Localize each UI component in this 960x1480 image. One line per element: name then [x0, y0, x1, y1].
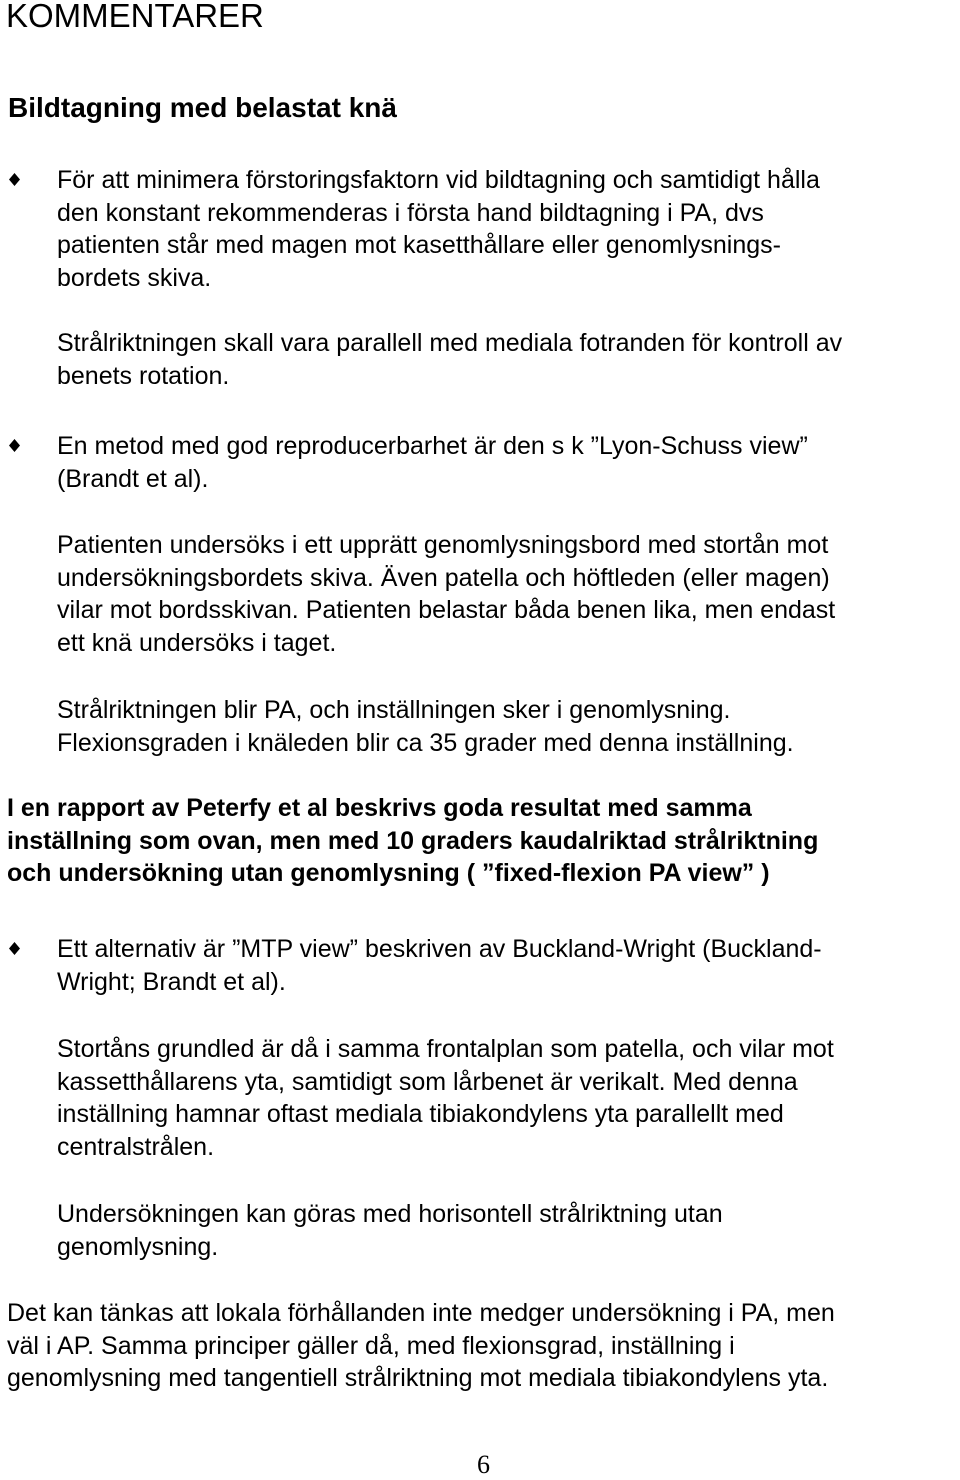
- paragraph-beam-direction: Strålriktningen skall vara parallell med mediala fotranden för kontroll av benets rotation.: [57, 329, 843, 390]
- paragraph-pa-setting: Strålriktningen blir PA, och inställningen sker i genomlysning. Flexionsgraden i knäleden blir ca 35 grader med denna inställning.: [57, 696, 794, 757]
- paragraph-peterfy-report: I en rapport av Peterfy et al beskrivs goda resultat med samma inställning som ovan, men med 10 graders kaudalriktad strålriktning och undersökning utan genomlysning ( ”fixed-flexion PA view” ): [7, 794, 819, 887]
- paragraph-horizontal-beam: Undersökningen kan göras med horisontell strålriktning utan genomlysning.: [57, 1200, 723, 1261]
- page-number: 6: [477, 1450, 490, 1479]
- paragraph-toe-joint: Stortåns grundled är då i samma frontalplan som patella, och vilar mot kassetthållarens yta, samtidigt som lårbenet är verikalt. Med denna inställning hamnar oftast mediala tibiakondylens yta parallellt med centralstrålen.: [57, 1035, 834, 1161]
- page-title: KOMMENTARER: [6, 0, 264, 34]
- paragraph-mtp-view: Ett alternativ är ”MTP view” beskriven av Buckland-Wright (Buckland- Wright; Brandt et al).: [57, 935, 822, 996]
- diamond-bullet-icon: [8, 439, 21, 452]
- section-heading: Bildtagning med belastat knä: [8, 92, 397, 123]
- paragraph-lyon-schuss: En metod med god reproducerbarhet är den s k ”Lyon-Schuss view” (Brandt et al).: [57, 432, 808, 493]
- paragraph-local-conditions: Det kan tänkas att lokala förhållanden inte medger undersökning i PA, men väl i AP. Samma principer gäller då, med flexionsgrad, inställning i genomlysning med tangentiell strålriktning mot mediala tibiakondylens yta.: [7, 1299, 835, 1392]
- diamond-bullet-icon: [8, 173, 21, 186]
- paragraph-magnification: För att minimera förstoringsfaktorn vid bildtagning och samtidigt hålla den konstant rekommenderas i första hand bildtagning i PA, dvs patienten står med magen mot kasetthållare eller genomlysnings- bordets skiva.: [57, 166, 820, 292]
- diamond-bullet-icon: [8, 942, 21, 955]
- paragraph-patient-position: Patienten undersöks i ett upprätt genomlysningsbord med stortån mot undersökningsbordets skiva. Även patella och höftleden (eller magen) vilar mot bordsskivan. Patienten belastar båda benen lika, men endast ett knä undersöks i taget.: [57, 531, 836, 657]
